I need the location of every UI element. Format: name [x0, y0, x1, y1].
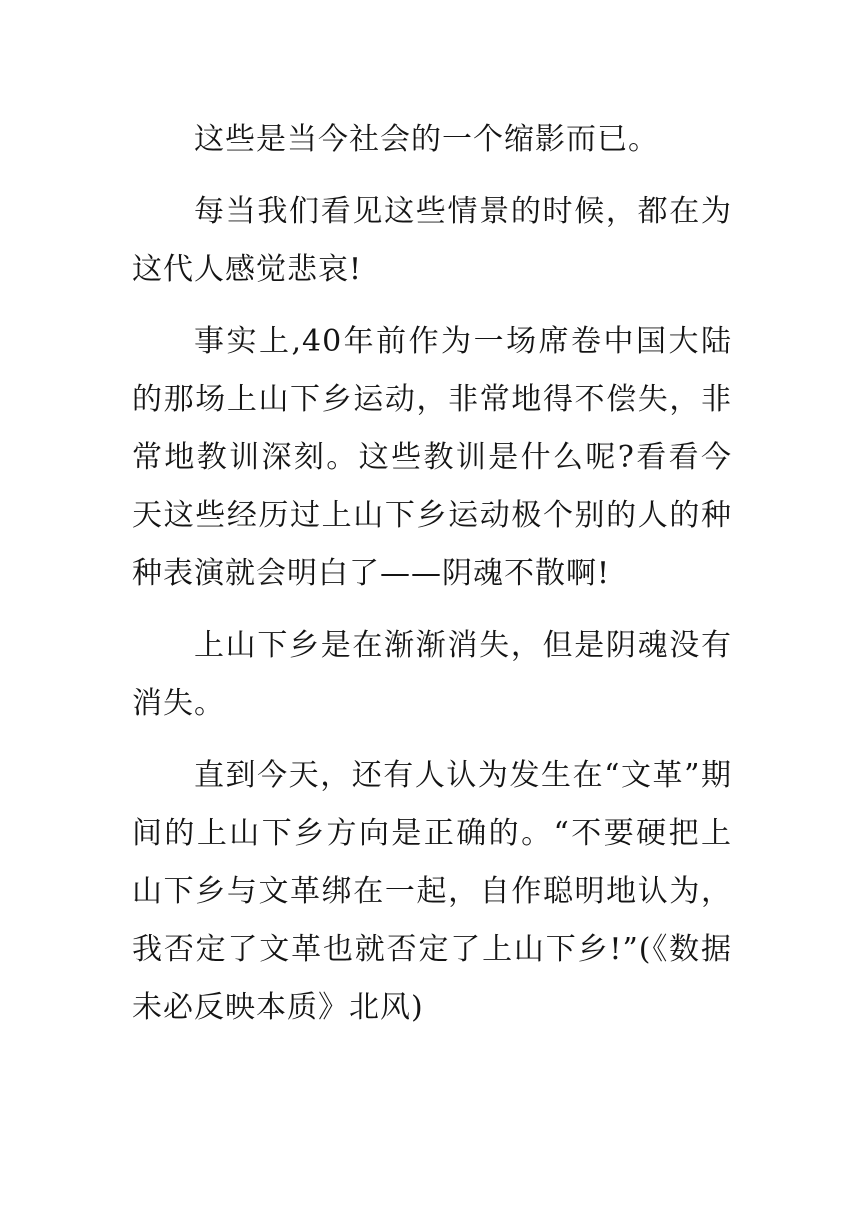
paragraph-3: 事实上,40年前作为一场席卷中国大陆的那场上山下乡运动，非常地得不偿失，非常地教训深刻。这些教训是什么呢?看看今天这些经历过上山下乡运动极个别的人的种种表演就会明白了——阴魂不散啊! — [132, 324, 732, 591]
paragraph-1: 这些是当今社会的一个缩影而已。 — [194, 122, 659, 157]
document-body — [132, 111, 732, 1051]
paragraph-4: 上山下乡是在渐渐消失，但是阴魂没有消失。 — [132, 628, 732, 721]
paragraph-2: 每当我们看见这些情景的时候，都在为这代人感觉悲哀! — [132, 194, 732, 287]
paragraph-5: 直到今天，还有人认为发生在“文革”期间的上山下乡方向是正确的。“不要硬把上山下乡与文革绑在一起，自作聪明地认为，我否定了文革也就否定了上山下乡!”(《数据未必反映本质》北风) — [132, 758, 732, 1025]
